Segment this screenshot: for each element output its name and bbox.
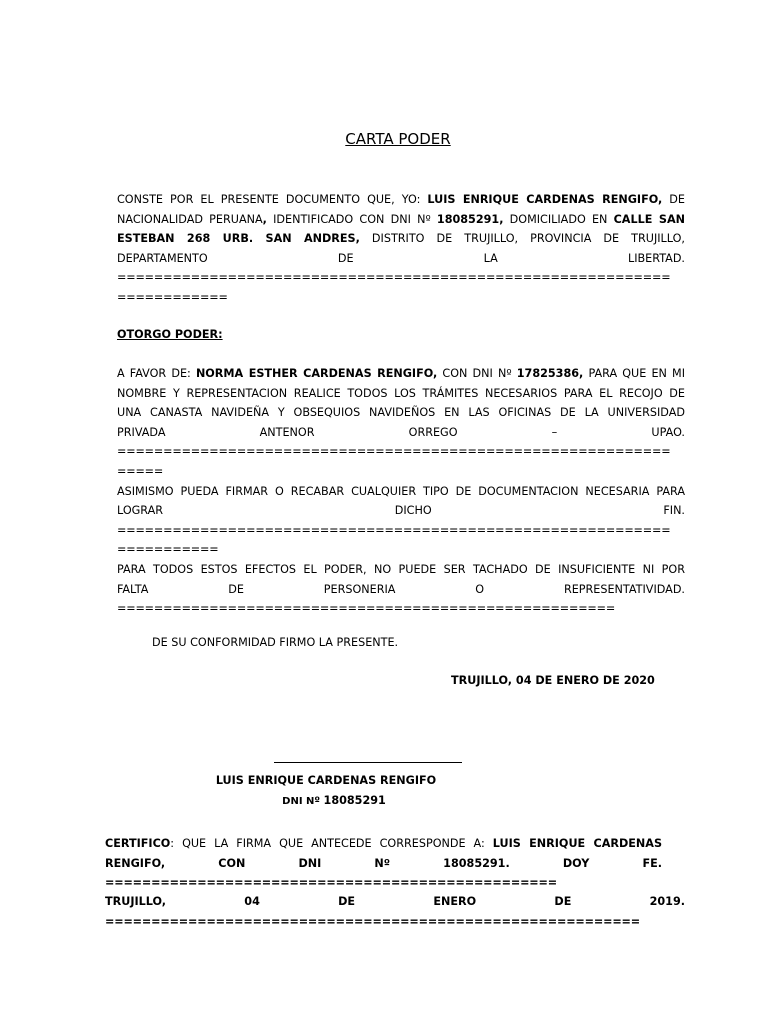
separator-line: ============================================================ <box>117 523 671 537</box>
text: , <box>262 212 267 226</box>
text: DOMICILIADO EN <box>503 212 614 226</box>
paragraph-line <box>117 190 685 210</box>
paragraph-line: RENGIFO, CON DNI Nº 18085291. DOY FE. <box>105 856 662 870</box>
separator-line: ================================================= <box>105 876 557 890</box>
separator-line: ============================================================ <box>117 271 671 285</box>
grantor-dni: 18085291, <box>436 212 504 226</box>
otorgo-poder-heading: OTORGO PODER: <box>117 328 223 341</box>
text: : QUE LA FIRMA QUE ANTECEDE CORRESPONDE A: <box>170 837 493 850</box>
text: DE <box>662 193 685 206</box>
grantee-name: NORMA ESTHER CARDENAS RENGIFO, <box>195 367 438 380</box>
conformidad-text: DE SU CONFORMIDAD FIRMO LA PRESENTE. <box>152 636 399 649</box>
signature-line <box>274 762 462 763</box>
paragraph-line: NOMBRE Y REPRESENTACION REALICE TODOS LOS TRÁMITES NECESARIOS PARA EL RECOJO DE <box>117 386 685 400</box>
dni-label: DNI Nº <box>282 796 324 807</box>
certification-block <box>105 834 662 893</box>
paragraph-line <box>117 229 685 249</box>
certification-date-block <box>105 892 685 931</box>
separator-line: ============================================================ <box>117 445 671 459</box>
text: CONSTE POR EL PRESENTE DOCUMENTO QUE, YO: <box>117 193 428 206</box>
paragraph-line <box>117 210 685 230</box>
paragraph-line: UNA CANASTA NAVIDEÑA Y OBSEQUIOS NAVIDEÑOS EN LAS OFICINAS DE LA UNIVERSIDAD <box>117 406 685 420</box>
grantee-dni: 17825386, <box>516 367 584 380</box>
separator-line: ============ <box>117 290 228 304</box>
signer-dni <box>0 794 668 807</box>
paragraph-line: PRIVADA ANTENOR ORREGO – UPAO. <box>117 425 685 439</box>
certified-name: LUIS ENRIQUE CARDENAS <box>492 837 662 850</box>
document-date: TRUJILLO, 04 DE ENERO DE 2020 <box>451 674 655 687</box>
certification-date: TRUJILLO, 04 DE ENERO DE 2019. <box>105 895 685 908</box>
paragraph-grantee <box>117 364 685 619</box>
text: CON DNI Nº <box>437 367 517 380</box>
separator-line: =========== <box>117 543 219 557</box>
text: NACIONALIDAD PERUANA <box>117 212 263 226</box>
paragraph-grantor <box>117 190 685 308</box>
grantor-address: ESTEBAN 268 URB. SAN ANDRES, <box>117 232 360 246</box>
grantor-name: LUIS ENRIQUE CARDENAS RENGIFO, <box>427 193 663 206</box>
signer-name: LUIS ENRIQUE CARDENAS RENGIFO <box>215 774 437 787</box>
separator-line: ===== <box>117 464 164 478</box>
paragraph-line: DEPARTAMENTO DE LA LIBERTAD. <box>117 251 685 265</box>
paragraph-line <box>105 834 662 854</box>
text: DISTRITO DE TRUJILLO, PROVINCIA DE TRUJILLO, <box>359 232 685 246</box>
grantor-address: CALLE SAN <box>613 212 685 226</box>
text: IDENTIFICADO CON DNI Nº <box>266 212 437 226</box>
paragraph-line: PARA TODOS ESTOS EFECTOS EL PODER, NO PUEDE SER TACHADO DE INSUFICIENTE NI POR <box>117 562 685 576</box>
separator-line: ====================================================== <box>117 602 616 616</box>
paragraph-line: LOGRAR DICHO FIN. <box>117 504 685 518</box>
separator-line: ========================================================== <box>105 914 640 928</box>
document-title: CARTA PODER <box>345 130 451 148</box>
dni-number: 18085291 <box>323 794 386 807</box>
paragraph-line: FALTA DE PERSONERIA O REPRESENTATIVIDAD. <box>117 582 685 596</box>
text: A FAVOR DE: <box>117 367 196 380</box>
certifico-label: CERTIFICO <box>105 837 171 850</box>
text: PARA QUE EN MI <box>583 367 686 380</box>
paragraph-line: ASIMISMO PUEDA FIRMAR O RECABAR CUALQUIER TIPO DE DOCUMENTACION NECESARIA PARA <box>117 484 685 498</box>
paragraph-line <box>117 364 685 384</box>
